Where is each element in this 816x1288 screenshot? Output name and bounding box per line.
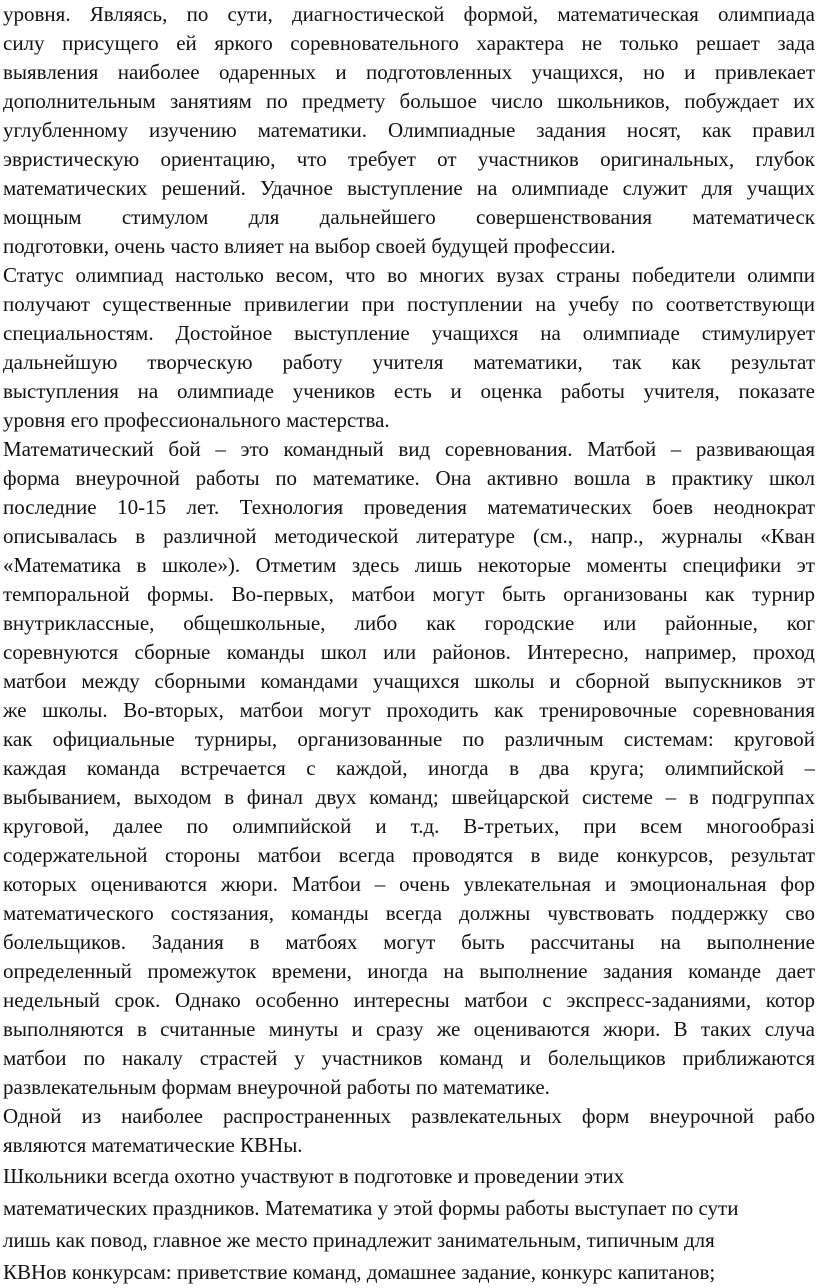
text-line: внутриклассные, общешкольные, либо как городские или районные, ког xyxy=(3,611,815,635)
text-line: матбои между сборными командами учащихся школы и сборной выпускников эт xyxy=(3,669,815,693)
text-line: дальнейшую творческую работу учителя математики, так как результат xyxy=(3,350,815,374)
text-line: которых оцениваются жюри. Матбои – очень увлекательная и эмоциональная фор xyxy=(3,872,815,896)
text-line: КВНов конкурсам: приветствие команд, домашнее задание, конкурс капитанов; xyxy=(3,1260,716,1284)
text-line: недельный срок. Однако особенно интересны матбои с экспресс-заданиями, котор xyxy=(3,988,815,1012)
text-line: уровня. Являясь, по сути, диагностической формой, математическая олимпиада xyxy=(3,2,815,26)
text-line: выбыванием, выходом в финал двух команд; швейцарской системе – в подгруппах xyxy=(3,785,815,809)
text-line: математических праздников. Математика у этой формы работы выступает по сути xyxy=(3,1196,739,1220)
text-line: уровня его профессионального мастерства. xyxy=(3,408,390,432)
text-line: выполняются в считанные минуты и сразу же оцениваются жюри. В таких случа xyxy=(3,1017,815,1041)
text-line: матбои по накалу страстей у участников команд и болельщиков приближаются xyxy=(3,1046,815,1070)
text-line: определенный промежуток времени, иногда на выполнение задания команде дает xyxy=(3,959,815,983)
text-line: болельщиков. Задания в матбоях могут быть рассчитаны на выполнение xyxy=(3,930,815,954)
paragraph-olympiad-role xyxy=(3,0,815,261)
text-line: специальностям. Достойное выступление учащихся на олимпиаде стимулирует xyxy=(3,321,815,345)
text-line: выявления наиболее одаренных и подготовленных учащихся, но и привлекает xyxy=(3,60,815,84)
text-line: являются математические КВНы. xyxy=(3,1133,303,1157)
text-line: математического состязания, команды всегда должны чувствовать поддержку сво xyxy=(3,901,815,925)
text-line: соревнуются сборные команды школ или районов. Интересно, например, проход xyxy=(3,640,815,664)
text-line: получают существенные привилегии при поступлении на учебу по соответствующи xyxy=(3,292,815,316)
paragraph-schoolchildren xyxy=(3,1160,815,1288)
text-line: круговой, далее по олимпийской и т.д. В-третьих, при всем многообразі xyxy=(3,814,815,838)
text-line: Школьники всегда охотно участвуют в подготовке и проведении этих xyxy=(3,1164,625,1188)
text-line: подготовки, очень часто влияет на выбор своей будущей профессии. xyxy=(3,234,616,258)
text-line: выступления на олимпиаде учеников есть и оценка работы учителя, показате xyxy=(3,379,815,403)
text-line: математических решений. Удачное выступление на олимпиаде служит для учащих xyxy=(3,176,815,200)
text-line: как официальные турниры, организованные по различным системам: круговой xyxy=(3,727,815,751)
text-line: углубленному изучению математики. Олимпиадные задания носят, как правил xyxy=(3,118,815,142)
text-line: Статус олимпиад настолько весом, что во многих вузах страны победители олимпи xyxy=(3,263,815,287)
text-line: содержательной стороны матбои всегда проводятся в виде конкурсов, результат xyxy=(3,843,815,867)
text-line: Математический бой – это командный вид соревнования. Матбой – развивающая xyxy=(3,437,815,461)
text-line: описывалась в различной методической литературе (см., напр., журналы «Кван xyxy=(3,524,815,548)
text-line: лишь как повод, главное же место принадлежит занимательным, типичным для xyxy=(3,1228,715,1252)
text-line: мощным стимулом для дальнейшего совершенствования математическ xyxy=(3,205,815,229)
text-line: темпоральной формы. Во-первых, матбои могут быть организованы как турнир xyxy=(3,582,815,606)
text-line: Одной из наиболее распространенных развлекательных форм внеурочной рабо xyxy=(3,1104,815,1128)
text-line: развлекательным формам внеурочной работы по математике. xyxy=(3,1075,550,1099)
text-line: эвристическую ориентацию, что требует от участников оригинальных, глубок xyxy=(3,147,815,171)
paragraph-math-battle xyxy=(3,435,815,1102)
text-line: же школы. Во-вторых, матбои могут проходить как тренировочные соревнования xyxy=(3,698,815,722)
paragraph-olympiad-status xyxy=(3,261,815,435)
text-line: «Математика в школе»). Отметим здесь лишь некоторые моменты специфики эт xyxy=(3,553,815,577)
text-line: каждая команда встречается с каждой, иногда в два круга; олимпийской – xyxy=(3,756,815,780)
text-line: форма внеурочной работы по математике. Она активно вошла в практику школ xyxy=(3,466,815,490)
text-line: последние 10-15 лет. Технология проведения математических боев неоднократ xyxy=(3,495,815,519)
paragraph-kvn xyxy=(3,1102,815,1160)
document-page xyxy=(3,0,815,1288)
text-line: дополнительным занятиям по предмету большое число школьников, побуждает их xyxy=(3,89,815,113)
text-line: силу присущего ей яркого соревновательного характера не только решает зада xyxy=(3,31,815,55)
